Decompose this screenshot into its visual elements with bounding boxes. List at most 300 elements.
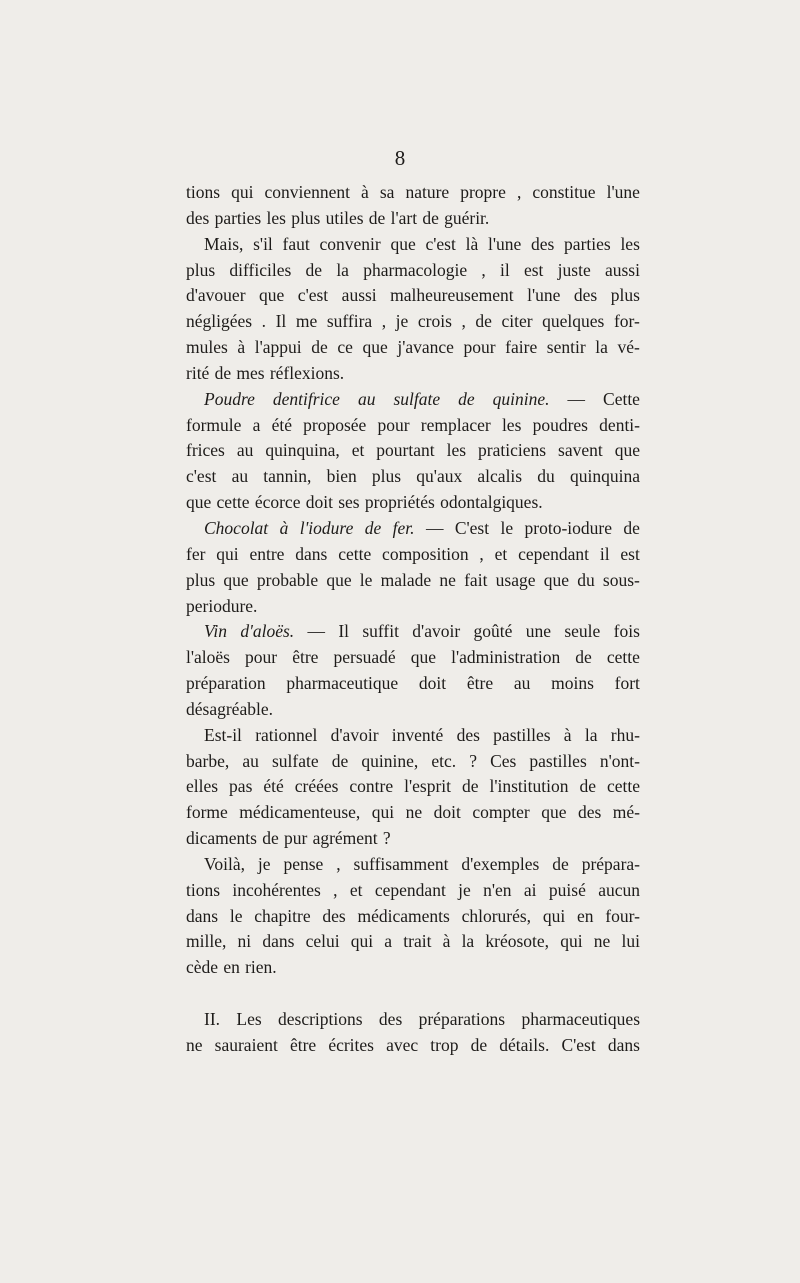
- text-line: [186, 723, 640, 749]
- text-line: [186, 671, 640, 697]
- italic-word: sulfate: [393, 388, 441, 409]
- word: doit: [305, 492, 333, 513]
- text-line: [186, 335, 640, 361]
- word: vé-: [617, 337, 640, 358]
- word: que: [543, 569, 569, 590]
- word: l'esprit: [404, 776, 452, 797]
- word: pharmaceutique: [286, 673, 399, 694]
- word: plus: [186, 259, 216, 280]
- word: de: [552, 853, 569, 874]
- text-line: [186, 955, 640, 981]
- text-line: [186, 1007, 640, 1033]
- word: quinquina: [569, 466, 640, 487]
- word: Est-il: [204, 724, 242, 745]
- word: denti-: [599, 414, 640, 435]
- word: me: [295, 311, 318, 332]
- word: a: [384, 931, 393, 952]
- word: cependant: [518, 543, 590, 564]
- word: rationnel: [255, 724, 318, 745]
- word: à: [442, 931, 451, 952]
- word: n'en: [483, 879, 512, 900]
- word: .: [261, 311, 267, 332]
- word: ,: [481, 259, 486, 280]
- word: convenir: [319, 233, 381, 254]
- word: —: [425, 517, 444, 538]
- word: ,: [516, 182, 522, 202]
- word: les: [620, 233, 640, 254]
- word: lui: [621, 931, 640, 952]
- word: ,: [479, 543, 484, 564]
- word: sous-: [602, 569, 640, 590]
- word: probable: [256, 569, 319, 590]
- word: la: [461, 931, 475, 952]
- word: cette: [606, 776, 640, 797]
- word: guérir.: [444, 207, 490, 228]
- italic-word: Vin: [204, 621, 228, 642]
- word: de: [262, 828, 279, 849]
- text-line: [186, 258, 640, 284]
- word: être: [466, 673, 494, 694]
- word: Les: [236, 1009, 262, 1030]
- word: utiles: [325, 207, 364, 228]
- word: les: [501, 414, 522, 435]
- italic-word: quinine.: [492, 388, 550, 409]
- word: propriétés: [364, 492, 435, 513]
- word: qui: [542, 905, 566, 926]
- text-line: [186, 852, 640, 878]
- text-line: [186, 800, 640, 826]
- word: agrément: [312, 828, 378, 849]
- word: la: [595, 337, 608, 358]
- text-line: [186, 464, 640, 490]
- word: ses: [338, 492, 360, 513]
- word: pas: [229, 776, 253, 797]
- word: goûté: [473, 621, 513, 642]
- text-line: [186, 774, 640, 800]
- italic-word: de: [458, 388, 475, 409]
- word: praticiens: [478, 440, 547, 461]
- word: que: [223, 569, 249, 590]
- word: que: [614, 440, 640, 461]
- text-line: [186, 309, 640, 335]
- word: en: [576, 905, 594, 926]
- word: que: [362, 337, 388, 358]
- word: au: [513, 673, 531, 694]
- word: poudres: [532, 414, 588, 435]
- word: seule: [564, 621, 601, 642]
- word: cette: [338, 543, 372, 564]
- text-line: [186, 438, 640, 464]
- word: tions: [186, 182, 221, 202]
- word: fait: [464, 569, 488, 590]
- word: écrites: [328, 1035, 374, 1055]
- word: d'avoir: [330, 724, 379, 745]
- word: chapitre: [254, 905, 311, 926]
- word: ne: [186, 1035, 203, 1055]
- word: été: [271, 414, 292, 435]
- word: qui: [371, 802, 395, 823]
- word: c'est: [425, 233, 456, 254]
- text-line: [186, 283, 640, 309]
- word: des: [456, 724, 480, 745]
- word: des: [577, 802, 602, 823]
- word: —: [307, 621, 325, 642]
- word: qu'aux: [416, 466, 463, 487]
- word: l'appui: [254, 337, 302, 358]
- word: être: [289, 1035, 317, 1055]
- word: plus: [371, 466, 402, 487]
- word: formule: [186, 414, 242, 435]
- word: aussi: [341, 285, 377, 306]
- word: conviennent: [264, 182, 351, 202]
- word: au: [236, 440, 254, 461]
- word: chlorurés,: [461, 905, 532, 926]
- word: pourtant: [376, 440, 435, 461]
- word: et: [349, 879, 363, 900]
- text-line: [186, 749, 640, 775]
- text-line: [186, 387, 640, 413]
- word: désagréable.: [186, 698, 273, 719]
- word: pour: [463, 337, 496, 358]
- word: l'aloës: [186, 647, 230, 668]
- word: cède: [186, 957, 219, 978]
- word: pur: [283, 828, 308, 849]
- word: bien: [326, 466, 357, 487]
- word: de: [579, 776, 596, 797]
- word: de: [461, 776, 479, 797]
- word: descriptions: [278, 1009, 363, 1030]
- word: n'ont-: [599, 750, 640, 771]
- word: pour: [245, 647, 278, 668]
- word: des: [573, 285, 598, 306]
- word: et: [494, 543, 508, 564]
- paragraph-gap: [186, 981, 640, 1007]
- word: propre: [460, 182, 506, 202]
- word: mes: [236, 362, 265, 383]
- word: Mais,: [204, 233, 244, 254]
- text-line: [186, 594, 640, 620]
- word: ne: [593, 931, 611, 952]
- word: d'avoir: [412, 621, 461, 642]
- word: C'est: [561, 1035, 596, 1055]
- word: de: [331, 750, 349, 771]
- word: mé-: [612, 802, 640, 823]
- word: ,: [333, 879, 338, 900]
- word: ne: [405, 802, 423, 823]
- word: fer: [186, 543, 206, 564]
- word: crois: [417, 311, 452, 332]
- italic-word: d'aloës.: [240, 621, 295, 642]
- text-line: [186, 232, 640, 258]
- word: au: [242, 750, 259, 771]
- word: négligées: [186, 311, 253, 332]
- word: préparations: [418, 1009, 506, 1030]
- word: ne: [439, 569, 456, 590]
- word: aucun: [598, 879, 640, 900]
- word: été: [263, 776, 284, 797]
- word: a: [252, 414, 261, 435]
- word: frices: [186, 440, 225, 461]
- word: constitue: [532, 182, 596, 202]
- word: Ces: [490, 750, 517, 771]
- word: pastilles: [529, 750, 587, 771]
- text-line: [186, 697, 640, 723]
- word: juste: [557, 259, 591, 280]
- word: c'est: [297, 285, 329, 306]
- word: parties: [564, 233, 611, 254]
- word: incohérentes: [232, 879, 321, 900]
- text-line: [186, 542, 640, 568]
- word: que: [390, 233, 416, 254]
- word: au: [231, 466, 249, 487]
- word: forme: [186, 802, 228, 823]
- word: de: [422, 207, 439, 228]
- word: des: [322, 905, 346, 926]
- word: Il: [275, 311, 287, 332]
- word: là: [465, 233, 479, 254]
- word: plus: [186, 569, 216, 590]
- word: l'art: [390, 207, 418, 228]
- text-line: [186, 645, 640, 671]
- word: pense: [283, 853, 324, 874]
- word: proposée: [303, 414, 367, 435]
- word: suffit: [362, 621, 399, 642]
- word: de: [214, 362, 232, 383]
- word: il: [599, 543, 610, 564]
- word: rité: [186, 362, 210, 383]
- word: proto-iodure: [524, 517, 612, 538]
- word: sentir: [546, 337, 586, 358]
- word: les: [446, 440, 467, 461]
- word: inventé: [391, 724, 444, 745]
- word: et: [351, 440, 365, 461]
- word: mille,: [186, 931, 227, 952]
- page-number: 8: [394, 146, 406, 170]
- word: plus: [291, 207, 321, 228]
- word: etc.: [431, 750, 457, 771]
- word: ?: [382, 828, 391, 849]
- word: rhu-: [610, 724, 640, 745]
- word: des: [186, 207, 210, 228]
- word: à: [237, 337, 246, 358]
- word: que: [541, 802, 567, 823]
- word: savent: [558, 440, 603, 461]
- word: une: [525, 621, 551, 642]
- italic-word: au: [357, 388, 376, 409]
- word: periodure.: [186, 595, 258, 616]
- word: moins: [551, 673, 594, 694]
- word: C'est: [454, 517, 490, 538]
- word: qui: [216, 543, 239, 564]
- word: je: [458, 879, 471, 900]
- word: quelques: [542, 311, 605, 332]
- word: suffira: [326, 311, 373, 332]
- word: difficiles: [229, 259, 292, 280]
- word: odontalgiques.: [440, 492, 543, 513]
- body-text: [186, 180, 640, 1059]
- word: aussi: [604, 259, 640, 280]
- word: dans: [607, 1035, 640, 1055]
- word: faut: [282, 233, 310, 254]
- word: de: [470, 1035, 488, 1055]
- word: contre: [349, 776, 394, 797]
- word: cette: [606, 647, 640, 668]
- word: plus: [610, 285, 640, 306]
- word: être: [292, 647, 319, 668]
- word: sulfate: [271, 750, 319, 771]
- italic-word: Poudre: [204, 388, 255, 409]
- word: doit: [433, 802, 461, 823]
- word: dans: [186, 905, 219, 926]
- word: four-: [605, 905, 640, 926]
- text-line: [186, 180, 640, 206]
- text-line: [186, 206, 640, 232]
- italic-word: de: [364, 517, 382, 538]
- word: dicaments: [186, 828, 257, 849]
- word: l'une: [487, 233, 522, 254]
- word: de: [305, 259, 323, 280]
- word: mules: [186, 337, 228, 358]
- word: ,: [381, 311, 387, 332]
- word: doit: [418, 673, 447, 694]
- text-line: [186, 516, 640, 542]
- word: ni: [237, 931, 252, 952]
- word: Voilà,: [204, 853, 245, 874]
- text-line: [186, 1033, 640, 1059]
- word: faire: [505, 337, 538, 358]
- word: est: [523, 259, 544, 280]
- text-line: [186, 929, 640, 955]
- word: médicamenteuse,: [239, 802, 361, 823]
- word: entre: [249, 543, 285, 564]
- word: for-: [613, 311, 640, 332]
- word: s'il: [253, 233, 273, 254]
- word: pour: [377, 414, 410, 435]
- word: nature: [405, 182, 450, 202]
- word: avec: [386, 1035, 419, 1055]
- word: créées: [294, 776, 339, 797]
- word: quinine,: [361, 750, 419, 771]
- text-line: [186, 413, 640, 439]
- word: à: [361, 182, 369, 202]
- italic-word: dentifrice: [272, 388, 340, 409]
- word: l'une: [606, 182, 640, 202]
- word: rien.: [245, 957, 277, 978]
- word: des: [378, 1009, 403, 1030]
- italic-word: l'iodure: [299, 517, 354, 538]
- word: sa: [379, 182, 395, 202]
- word: médicaments: [357, 905, 450, 926]
- word: tannin,: [263, 466, 312, 487]
- word: le: [500, 517, 514, 538]
- text-line: [186, 361, 640, 387]
- word: d'exemples: [461, 853, 540, 874]
- word: je: [257, 853, 271, 874]
- word: détails.: [499, 1035, 550, 1055]
- word: le: [229, 905, 243, 926]
- word: ,: [461, 311, 466, 332]
- word: est: [620, 543, 640, 564]
- word: l'administration: [451, 647, 561, 668]
- word: quinquina,: [265, 440, 340, 461]
- word: compter: [472, 802, 530, 823]
- italic-word: fer.: [392, 517, 415, 538]
- word: l'institution: [489, 776, 569, 797]
- word: qui: [560, 931, 583, 952]
- word: dans: [295, 543, 328, 564]
- word: les: [266, 207, 286, 228]
- word: que: [259, 285, 285, 306]
- word: je: [395, 311, 409, 332]
- word: barbe,: [186, 750, 230, 771]
- word: pastilles: [493, 724, 551, 745]
- word: malheureusement: [390, 285, 514, 306]
- word: remplacer: [420, 414, 491, 435]
- word: pharmaceutiques: [521, 1009, 640, 1030]
- word: fois: [613, 621, 640, 642]
- word: usage: [495, 569, 536, 590]
- word: du: [537, 466, 555, 487]
- word: que: [186, 492, 212, 513]
- word: ce: [337, 337, 353, 358]
- word: cette: [216, 492, 250, 513]
- word: ,: [336, 853, 341, 874]
- word: II.: [204, 1009, 221, 1030]
- word: préparation: [186, 673, 266, 694]
- word: ai: [523, 879, 537, 900]
- word: la: [584, 724, 598, 745]
- text-line: [186, 490, 640, 516]
- word: de: [623, 517, 640, 538]
- word: l'une: [527, 285, 561, 306]
- text-line: [186, 904, 640, 930]
- word: kréosote,: [485, 931, 550, 952]
- word: suffisamment: [353, 853, 449, 874]
- word: composition: [382, 543, 469, 564]
- word: citer: [501, 311, 533, 332]
- word: elles: [186, 776, 219, 797]
- word: qui: [231, 182, 254, 202]
- word: c'est: [186, 466, 217, 487]
- word: qui: [350, 931, 374, 952]
- word: ?: [469, 750, 477, 771]
- word: trop: [430, 1035, 459, 1055]
- word: de: [368, 207, 386, 228]
- word: il: [500, 259, 510, 280]
- word: persuadé: [333, 647, 396, 668]
- word: fort: [614, 673, 640, 694]
- word: que: [410, 647, 437, 668]
- word: Il: [338, 621, 350, 642]
- word: des: [530, 233, 555, 254]
- word: que: [326, 569, 352, 590]
- text-line: [186, 878, 640, 904]
- word: en: [223, 957, 240, 978]
- text-line: [186, 619, 640, 645]
- word: dans: [262, 931, 295, 952]
- word: de: [311, 337, 328, 358]
- word: du: [577, 569, 595, 590]
- word: Cette: [603, 388, 640, 409]
- word: pharmacologie: [363, 259, 468, 280]
- word: à: [563, 724, 572, 745]
- word: le: [359, 569, 373, 590]
- text-line: [186, 826, 640, 852]
- word: réflexions.: [269, 362, 345, 383]
- word: la: [336, 259, 349, 280]
- word: puisé: [548, 879, 586, 900]
- word: écorce: [254, 492, 301, 513]
